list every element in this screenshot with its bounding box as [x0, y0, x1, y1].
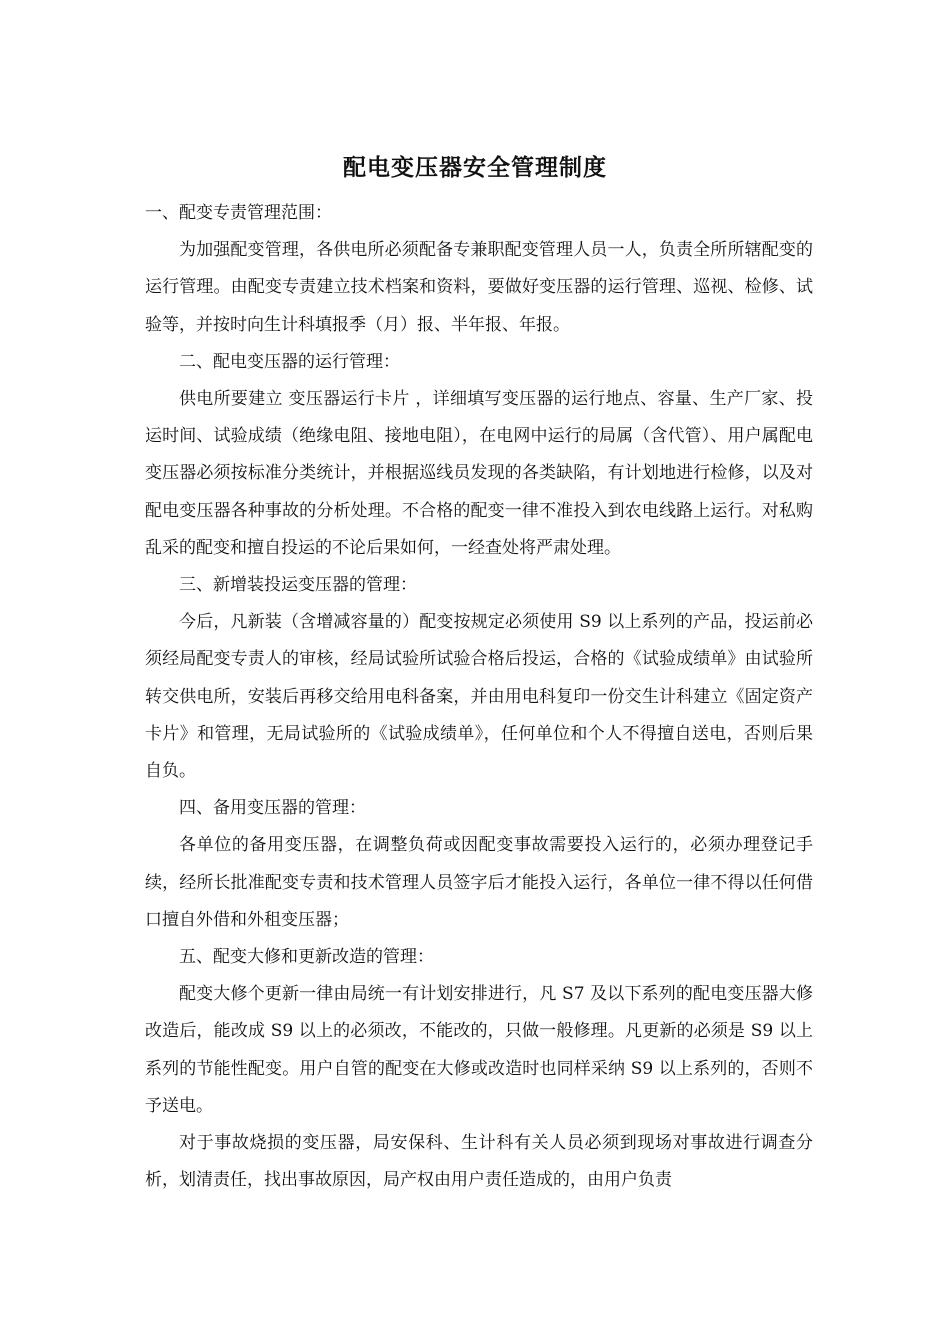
section-paragraph: 各单位的备用变压器，在调整负荷或因配变事故需要投入运行的，必须办理登记手续，经所长批准配变专责和技术管理人员签字后才能投入运行，各单位一律不得以任何借口擅自外借和外租变压器；	[145, 835, 813, 930]
section-heading-1: 一、配变专责管理范围：	[145, 203, 332, 223]
section-heading-4: 四、备用变压器的管理：	[179, 798, 366, 819]
document-title: 配电变压器安全管理制度	[343, 154, 607, 181]
section-heading-3: 三、新增装投运变压器的管理：	[179, 575, 417, 596]
section-paragraph: 配变大修个更新一律由局统一有计划安排进行，凡 S7 及以下系列的配电变压器大修改造后，能改成 S9 以上的必须改，不能改的，只做一般修理。凡更新的必须是 S9 以上系列的节能性配变。用户自管的配变在大修或改造时也同样采纳 S9 以上系列的，否则不予送电。	[145, 984, 813, 1116]
document-body	[145, 195, 813, 1199]
section-paragraph: 供电所要建立 变压器运行卡片 ，详细填写变压器的运行地点、容量、生产厂家、投运时间、试验成绩（绝缘电阻、接地电阻），在电网中运行的局属（含代管）、用户属配电变压器必须按标准分类统计，并根据巡线员发现的各类缺陷，有计划地进行检修，以及对配电变压器各种事故的分析处理。不合格的配变一律不准投入到农电线路上运行。对私购乱采的配变和擅自投运的不论后果如何，一经查处将严肃处理。	[145, 389, 813, 558]
section-paragraph: 今后，凡新装（含增减容量的）配变按规定必须使用 S9 以上系列的产品，投运前必须经局配变专责人的审核，经局试验所试验合格后投运，合格的《试验成绩单》由试验所转交供电所，安装后再移交给用电科备案，并由用电科复印一份交生计科建立《固定资产卡片》和管理，无局试验所的《试验成绩单》，任何单位和个人不得擅自送电，否则后果自负。	[145, 612, 813, 782]
section-paragraph: 对于事故烧损的变压器，局安保科、生计科有关人员必须到现场对事故进行调查分析，划清责任，找出事故原因，局产权由用户责任造成的，由用户负责	[145, 1133, 813, 1191]
section-paragraph: 为加强配变管理，各供电所必须配备专兼职配变管理人员一人，负责全所所辖配变的运行管理。由配变专责建立技术档案和资料，要做好变压器的运行管理、巡视、检修、试验等，并按时向生计科填报季（月）报、半年报、年报。	[145, 240, 813, 335]
section-heading-5: 五、配变大修和更新改造的管理：	[179, 947, 434, 968]
section-heading-2: 二、配电变压器的运行管理：	[179, 351, 400, 372]
